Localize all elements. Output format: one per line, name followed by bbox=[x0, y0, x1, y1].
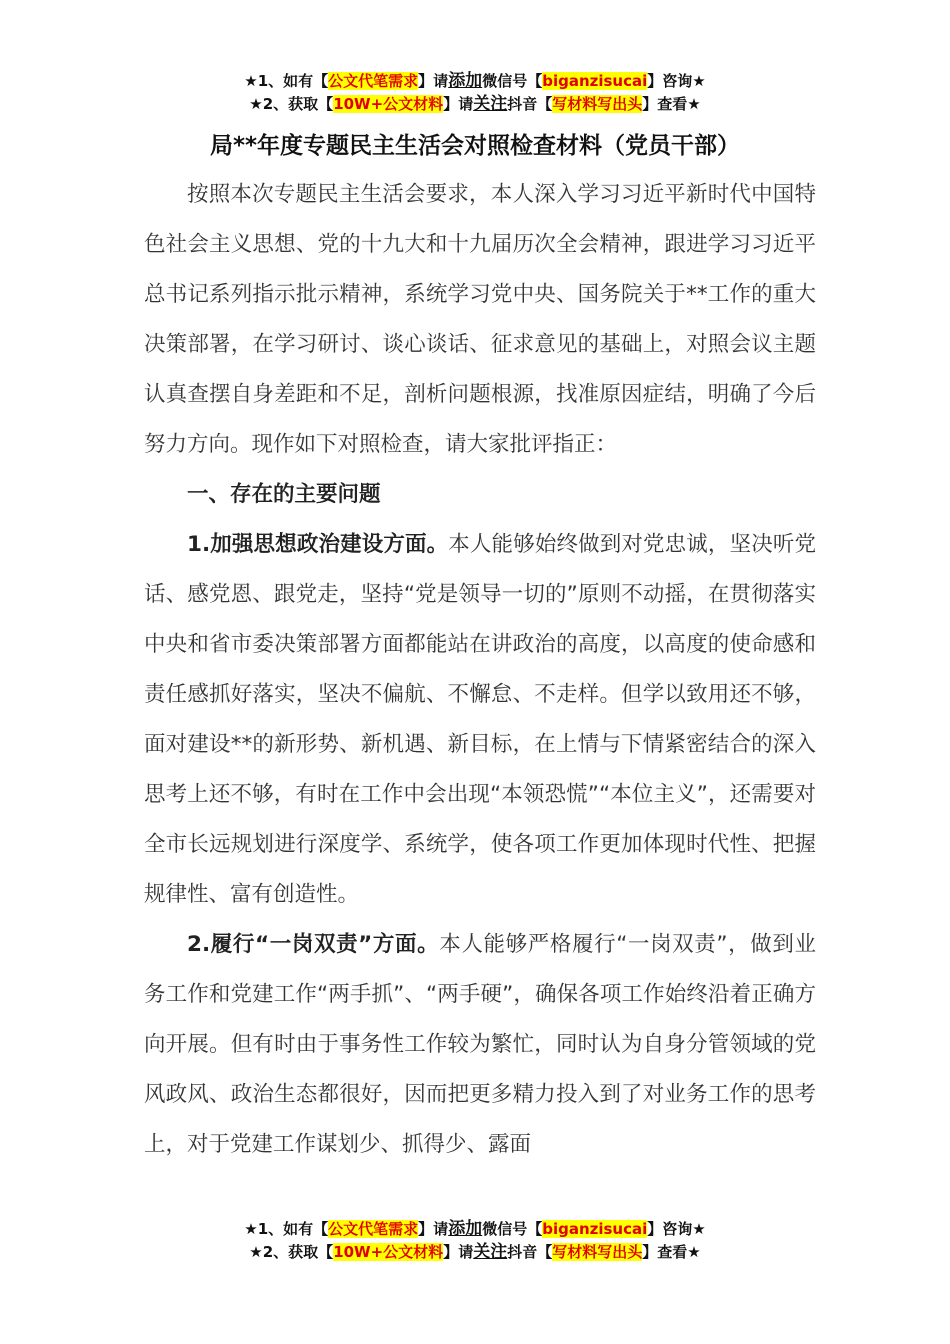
banner-highlight: 公文代笔需求 bbox=[328, 1220, 419, 1238]
paragraph-2 bbox=[144, 920, 816, 1170]
banner-text: 】请 bbox=[418, 72, 449, 90]
banner-highlight: 10W+公文材料 bbox=[333, 1243, 444, 1261]
banner-text: 】请 bbox=[443, 1243, 474, 1261]
banner-emphasis: 添加 bbox=[448, 71, 483, 91]
banner-text: 】请 bbox=[418, 1220, 449, 1238]
banner-emphasis: 添加 bbox=[448, 1219, 483, 1239]
banner-emphasis: 关注 bbox=[473, 94, 508, 114]
banner-line-2 bbox=[0, 1241, 950, 1264]
banner-text: ★2、获取【 bbox=[249, 1243, 334, 1261]
banner-text: 微信号【 bbox=[482, 72, 543, 90]
banner-line-1 bbox=[0, 1218, 950, 1241]
banner-highlight: 10W+公文材料 bbox=[333, 95, 444, 113]
paragraph-text: 本人能够始终做到对党忠诚，坚决听党话、感党恩、跟党走，坚持“党是领导一切的”原则不动摇，在贯彻落实中央和省市委决策部署方面都能站在讲政治的高度，以高度的使命感和责任感抓好落实，坚决不偏航、不懈怠、不走样。但学以致用还不够，面对建设**的新形势、新机遇、新目标，在上情与下情紧密结合的深入思考上还不够，有时在工作中会出现“本领恐慌”“本位主义”，还需要对全市长远规划进行深度学、系统学，使各项工作更加体现时代性、把握规律性、富有创造性。 bbox=[144, 532, 816, 907]
banner-highlight: 公文代笔需求 bbox=[328, 72, 419, 90]
paragraph-lead: 1.加强思想政治建设方面。 bbox=[187, 532, 449, 557]
banner-text: 抖音【 bbox=[507, 95, 553, 113]
banner-wechat-id: biganzisucai bbox=[542, 72, 648, 90]
banner-text: ★1、如有【 bbox=[244, 1220, 329, 1238]
banner-text: ★2、获取【 bbox=[249, 95, 334, 113]
banner-emphasis: 关注 bbox=[473, 1242, 508, 1262]
paragraph-text: 本人能够严格履行“一岗双责”，做到业务工作和党建工作“两手抓”、“两手硬”，确保各项工作始终沿着正确方向开展。但有时由于事务性工作较为繁忙，同时认为自身分管领域的党风政风、政治生态都很好，因而把更多精力投入到了对业务工作的思考上，对于党建工作谋划少、抓得少、露面 bbox=[144, 932, 817, 1157]
banner-line-1 bbox=[0, 70, 950, 93]
banner-douyin-id: 写材料写出头 bbox=[552, 1243, 643, 1261]
document-title: 局**年度专题民主生活会对照检查材料（党员干部） bbox=[209, 133, 741, 159]
banner-douyin-id: 写材料写出头 bbox=[552, 95, 643, 113]
paragraph-1 bbox=[144, 520, 816, 920]
banner-text: ★1、如有【 bbox=[244, 72, 329, 90]
banner-text: 抖音【 bbox=[507, 1243, 553, 1261]
document-body bbox=[144, 170, 816, 1170]
banner-text: 】咨询★ bbox=[647, 72, 706, 90]
banner-wechat-id: biganzisucai bbox=[542, 1220, 648, 1238]
paragraph-lead: 2.履行“一岗双责”方面。 bbox=[187, 932, 440, 957]
banner-text: 】请 bbox=[443, 95, 474, 113]
footer-banner bbox=[0, 1218, 950, 1264]
section-heading: 一、存在的主要问题 bbox=[187, 482, 381, 507]
banner-text: 】查看★ bbox=[642, 1243, 701, 1261]
header-banner bbox=[0, 70, 950, 116]
intro-paragraph: 按照本次专题民主生活会要求，本人深入学习习近平新时代中国特色社会主义思想、党的十九大和十九届历次全会精神，跟进学习习近平总书记系列指示批示精神，系统学习党中央、国务院关于**工作的重大决策部署，在学习研讨、谈心谈话、征求意见的基础上，对照会议主题认真查摆自身差距和不足，剖析问题根源，找准原因症结，明确了今后努力方向。现作如下对照检查，请大家批评指正： bbox=[144, 182, 816, 457]
banner-text: 微信号【 bbox=[482, 1220, 543, 1238]
banner-text: 】查看★ bbox=[642, 95, 701, 113]
banner-text: 】咨询★ bbox=[647, 1220, 706, 1238]
banner-line-2 bbox=[0, 93, 950, 116]
